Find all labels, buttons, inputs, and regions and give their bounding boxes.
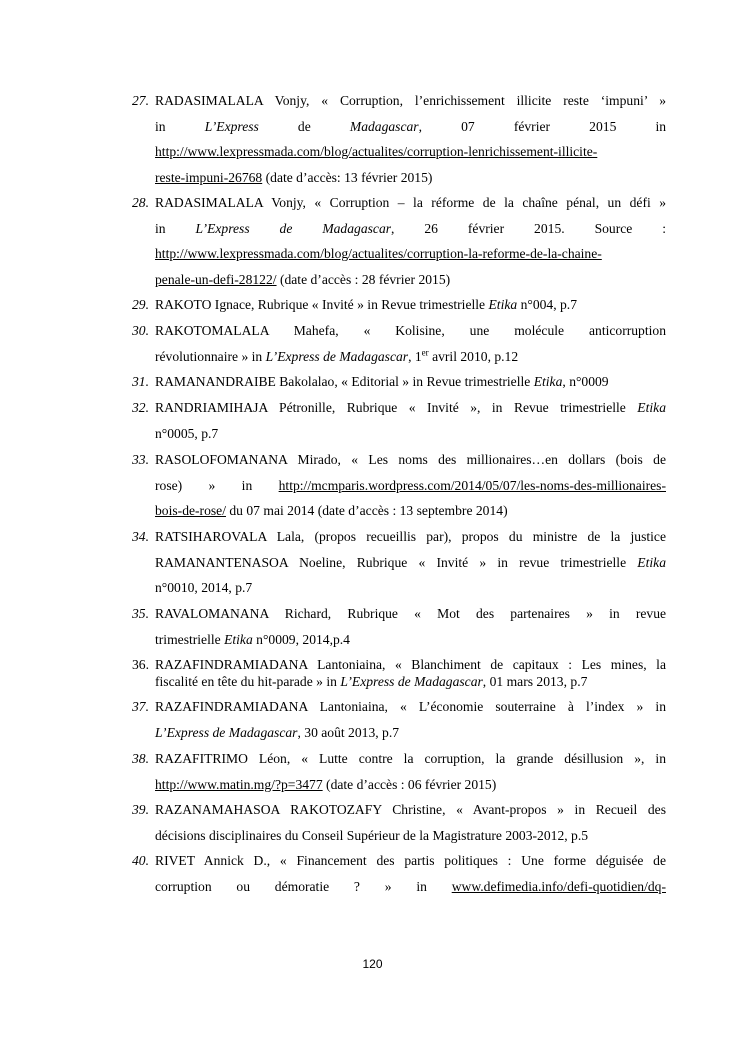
ref-line: penale-un-defi-28122/ (date d’accès : 28 février 2015)	[155, 271, 451, 287]
ref-number: 33.	[132, 452, 149, 467]
ref-number: 31.	[132, 374, 149, 389]
ref-number: 29.	[132, 297, 149, 312]
reference-34	[132, 524, 666, 601]
ref-line: trimestrielle Etika n°0009, 2014,p.4	[155, 631, 350, 647]
ref-line: RADASIMALALA Vonjy, « Corruption, l’enrichissement illicite reste ‘impuni’ »	[155, 93, 666, 108]
reference-40	[132, 848, 666, 899]
ref-line: RAKOTO Ignace, Rubrique « Invité » in Revue trimestrielle Etika n°004, p.7	[155, 297, 577, 312]
ref-line: RAKOTOMALALA Mahefa, « Kolisine, une molécule anticorruption	[155, 323, 666, 338]
ref-line: RATSIHAROVALA Lala, (propos recueillis par), propos du ministre de la justice	[155, 529, 666, 544]
reference-28	[132, 190, 666, 292]
ref-line: fiscalité en tête du hit-parade » in L’Express de Madagascar, 01 mars 2013, p.7	[155, 674, 588, 689]
ref-line: rose) » in http://mcmparis.wordpress.com/2014/05/07/les-noms-des-millionaires-	[155, 477, 666, 493]
ref-line: RAZANAMAHASOA RAKOTOZAFY Christine, « Avant-propos » in Recueil des	[155, 802, 666, 817]
ref-line: RAZAFINDRAMIADANA Lantoniaina, « Blanchiment de capitaux : Les mines, la	[155, 657, 666, 672]
ref-number: 32.	[132, 400, 149, 415]
ref-line: RAZAFINDRAMIADANA Lantoniaina, « L’économie souterraine à l’index » in	[155, 699, 666, 714]
ref-line: n°0010, 2014, p.7	[155, 580, 253, 596]
ref-line: RAMANANDRAIBE Bakolalao, « Editorial » in Revue trimestrielle Etika, n°0009	[155, 374, 609, 389]
ref-line: in L’Express de Madagascar, 07 février 2015 in	[155, 118, 667, 134]
ref-number: 40.	[132, 853, 149, 868]
ref-number: 34.	[132, 529, 149, 544]
reference-39	[132, 797, 666, 848]
ref-link[interactable]: http://www.lexpressmada.com/blog/actualites/corruption-lenrichissement-illicite-	[155, 144, 598, 160]
ref-line: révolutionnaire » in L’Express de Madagascar, 1er avril 2010, p.12	[155, 347, 519, 364]
reference-29	[132, 292, 666, 318]
ref-line: bois-de-rose/ du 07 mai 2014 (date d’accès : 13 septembre 2014)	[155, 503, 508, 519]
ref-number: 36.	[132, 657, 149, 672]
ref-line: http://www.matin.mg/?p=3477 (date d’accès : 06 février 2015)	[155, 776, 497, 792]
ref-link[interactable]: penale-un-defi-28122/	[155, 271, 277, 287]
reference-31	[132, 369, 666, 395]
ref-link[interactable]: www.defimedia.info/defi-quotidien/dq-	[451, 878, 666, 894]
ref-link[interactable]: http://www.lexpressmada.com/blog/actualites/corruption-la-reforme-de-la-chaine-	[155, 246, 602, 262]
ref-line: RASOLOFOMANANA Mirado, « Les noms des millionaires…en dollars (bois de	[155, 452, 666, 467]
ref-link[interactable]: reste-impuni-26768	[155, 169, 263, 185]
ref-line: L’Express de Madagascar, 30 août 2013, p.7	[155, 724, 400, 740]
reference-27	[132, 88, 666, 190]
ref-line: reste-impuni-26768 (date d’accès: 13 février 2015)	[155, 169, 433, 185]
ref-link[interactable]: bois-de-rose/	[155, 503, 226, 519]
ref-number: 35.	[132, 606, 149, 621]
ref-line: RAMANANTENASOA Noeline, Rubrique « Invité » in revue trimestrielle Etika	[155, 554, 666, 570]
reference-30	[132, 318, 666, 369]
ref-line: RADASIMALALA Vonjy, « Corruption – la réforme de la chaîne pénal, un défi »	[155, 195, 666, 210]
ref-number: 27.	[132, 93, 149, 108]
reference-33	[132, 447, 666, 524]
ref-number: 28.	[132, 195, 149, 210]
page-number: 120	[362, 957, 383, 971]
ref-number: 38.	[132, 751, 149, 766]
reference-37	[132, 694, 666, 745]
ref-line: RANDRIAMIHAJA Pétronille, Rubrique « Invité », in Revue trimestrielle Etika	[155, 400, 666, 415]
ref-number: 39.	[132, 802, 149, 817]
ref-line: in L’Express de Madagascar, 26 février 2015. Source :	[155, 220, 666, 236]
ref-number: 30.	[132, 323, 149, 338]
ref-number: 37.	[132, 699, 149, 714]
ref-line: RIVET Annick D., « Financement des partis politiques : Une forme déguisée de	[155, 853, 666, 868]
ref-link[interactable]: http://www.matin.mg/?p=3477	[155, 776, 323, 792]
ref-line: décisions disciplinaires du Conseil Supérieur de la Magistrature 2003-2012, p.5	[155, 827, 589, 843]
ref-link[interactable]: http://mcmparis.wordpress.com/2014/05/07/les-noms-des-millionaires-	[278, 477, 666, 493]
reference-32	[132, 395, 666, 446]
ref-line: corruption ou démoratie ? » in www.defimedia.info/defi-quotidien/dq-	[155, 878, 666, 894]
ref-line: RAVALOMANANA Richard, Rubrique « Mot des partenaires » in revue	[155, 606, 667, 621]
reference-36	[132, 656, 666, 690]
reference-35	[132, 601, 666, 652]
reference-38	[132, 746, 666, 797]
ref-line: RAZAFITRIMO Léon, « Lutte contre la corruption, la grande désillusion », in	[155, 751, 666, 766]
ref-line: n°0005, p.7	[155, 425, 219, 441]
